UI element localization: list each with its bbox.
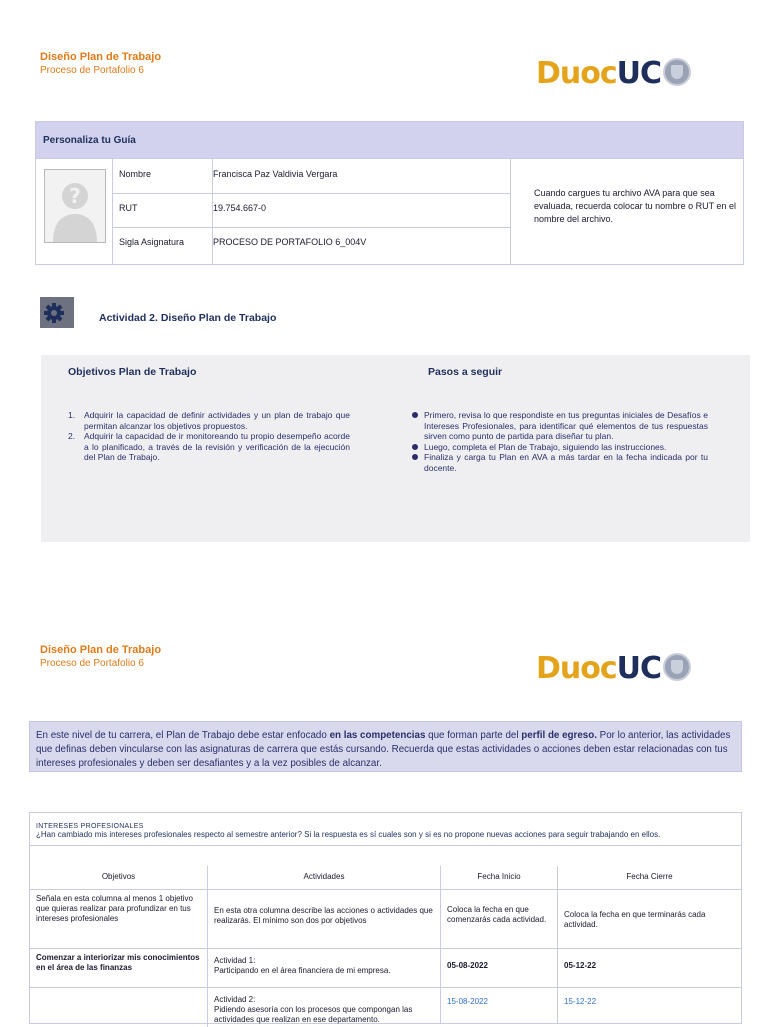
personaliza-heading: Personaliza tu Guía bbox=[36, 122, 743, 159]
intro-paragraph: En este nivel de tu carrera, el Plan de Trabajo debe estar enfocado en las competencias que forman parte del perfil de egreso. Por lo anterior, las actividades que definas deben vincularse con las asignaturas de carrera que estás cursando. Recuerda que estas actividades o acciones deben estar relacionadas con tus intereses profesionales y deben ser desafiantes y a la vez posibles de alcanzar. bbox=[29, 721, 742, 772]
table-row bbox=[30, 890, 741, 949]
col-objetivos: Objetivos bbox=[30, 866, 208, 889]
objetivo-item: 1. Adquirir la capacidad de definir actividades y un plan de trabajo que permitan alcanzar los objetivos propuestos. bbox=[68, 410, 350, 431]
objetivos-title: Objetivos Plan de Trabajo bbox=[68, 366, 197, 378]
guide-objetivo: Señala en esta columna al menos 1 objetivo que quieras realizar para profundizar en tus intereses profesionales bbox=[30, 890, 208, 948]
label-rut: RUT bbox=[119, 203, 138, 213]
university-seal-icon bbox=[663, 58, 691, 86]
bullet-icon bbox=[412, 454, 418, 460]
logo-uc-text: UC bbox=[616, 56, 662, 91]
intereses-table bbox=[29, 812, 742, 1024]
objetivo-item: 2. Adquirir la capacidad de ir monitoreando tu propio desempeño acorde a lo planificado, a través de la revisión y verificación de la ejecución del Plan de Trabajo. bbox=[68, 431, 350, 462]
logo-duoc-text: Duoc bbox=[536, 651, 617, 686]
gear-icon bbox=[40, 297, 74, 328]
university-seal-icon bbox=[663, 653, 691, 681]
value-sigla[interactable]: PROCESO DE PORTAFOLIO 6_004V bbox=[213, 237, 367, 247]
value-nombre[interactable]: Francisca Paz Valdivia Vergara bbox=[213, 169, 338, 179]
paso-item: Finaliza y carga tu Plan en AVA a más tardar en la fecha indicada por tu docente. bbox=[412, 452, 708, 473]
bullet-icon bbox=[412, 444, 418, 450]
objetivos-list bbox=[68, 410, 350, 463]
value-rut[interactable]: 19.754.667-0 bbox=[213, 203, 267, 213]
cierre-1[interactable]: 05-12-22 bbox=[564, 961, 597, 970]
paso-item: Primero, revisa lo que respondiste en tus preguntas iniciales de Desafíos e Intereses Profesionales, para identificar qué elementos de tus respuestas sirven como punto de partida para diseñar tu plan. bbox=[412, 410, 708, 442]
actividad-2[interactable]: Actividad 2: Pidiendo asesoría con los procesos que compongan las actividades que realizan en ese departamento. bbox=[208, 988, 441, 1024]
col-fecha-cierre: Fecha Cierre bbox=[626, 872, 673, 881]
objetivos-pasos-box bbox=[41, 355, 750, 542]
header2-title: Diseño Plan de Trabajo bbox=[40, 644, 162, 656]
header-subtitle: Proceso de Portafolio 6 bbox=[40, 65, 144, 76]
label-nombre: Nombre bbox=[119, 169, 152, 179]
header2-subtitle: Proceso de Portafolio 6 bbox=[40, 658, 144, 669]
paso-item: Luego, completa el Plan de Trabajo, siguiendo las instrucciones. bbox=[412, 442, 708, 453]
upload-note: Cuando cargues tu archivo AVA para que sea evaluada, recuerda colocar tu nombre o RUT en el nombre del archivo. bbox=[534, 188, 736, 224]
pasos-list bbox=[412, 410, 708, 473]
duocuc-logo bbox=[536, 56, 691, 91]
header-title: Diseño Plan de Trabajo bbox=[40, 51, 162, 63]
table-header-block bbox=[30, 813, 741, 846]
inicio-1[interactable]: 05-08-2022 bbox=[441, 949, 558, 987]
actividad-1[interactable]: Actividad 1: Participando en el área financiera de mi empresa. bbox=[208, 949, 441, 987]
section-label: INTERESES PROFESIONALES bbox=[36, 823, 144, 830]
row-rut bbox=[113, 193, 510, 228]
label-sigla: Sigla Asignatura bbox=[119, 237, 185, 247]
actividad-title: Actividad 2. Diseño Plan de Trabajo bbox=[99, 312, 277, 324]
photo-cell bbox=[36, 159, 113, 264]
pasos-title: Pasos a seguir bbox=[428, 366, 503, 378]
bullet-icon bbox=[412, 412, 418, 418]
table-row bbox=[30, 988, 741, 1024]
profile-placeholder-icon bbox=[44, 169, 106, 243]
logo-uc-text: UC bbox=[616, 651, 662, 686]
table-column-headers bbox=[30, 866, 741, 890]
guide-inicio: Coloca la fecha en que comenzarás cada actividad. bbox=[441, 890, 558, 948]
guide-actividad: En esta otra columna describe las acciones o actividades que realizarás. El mínimo son dos por objetivos bbox=[208, 890, 441, 948]
table-row bbox=[30, 949, 741, 988]
row-nombre bbox=[113, 159, 510, 194]
col-fecha-inicio: Fecha Inicio bbox=[441, 866, 558, 889]
guide-cierre: Coloca la fecha en que terminarás cada actividad. bbox=[564, 910, 706, 929]
cierre-2[interactable]: 15-12-22 bbox=[564, 997, 597, 1006]
svg-text:?: ? bbox=[69, 184, 81, 208]
row-sigla bbox=[113, 227, 510, 261]
duocuc-logo-2 bbox=[536, 651, 691, 686]
col-actividades: Actividades bbox=[208, 866, 441, 889]
personaliza-guia-box bbox=[35, 121, 744, 265]
inicio-2[interactable]: 15-08-2022 bbox=[441, 988, 558, 1024]
objetivo-1[interactable]: Comenzar a interiorizar mis conocimientos en el área de las finanzas bbox=[30, 949, 208, 1027]
section-question: ¿Han cambiado mis intereses profesionales respecto al semestre anterior? Si la respuesta es sí cuales son y si es no propone nuevas acciones para seguir trabajando en ellos. bbox=[36, 830, 661, 839]
logo-duoc-text: Duoc bbox=[536, 56, 617, 91]
